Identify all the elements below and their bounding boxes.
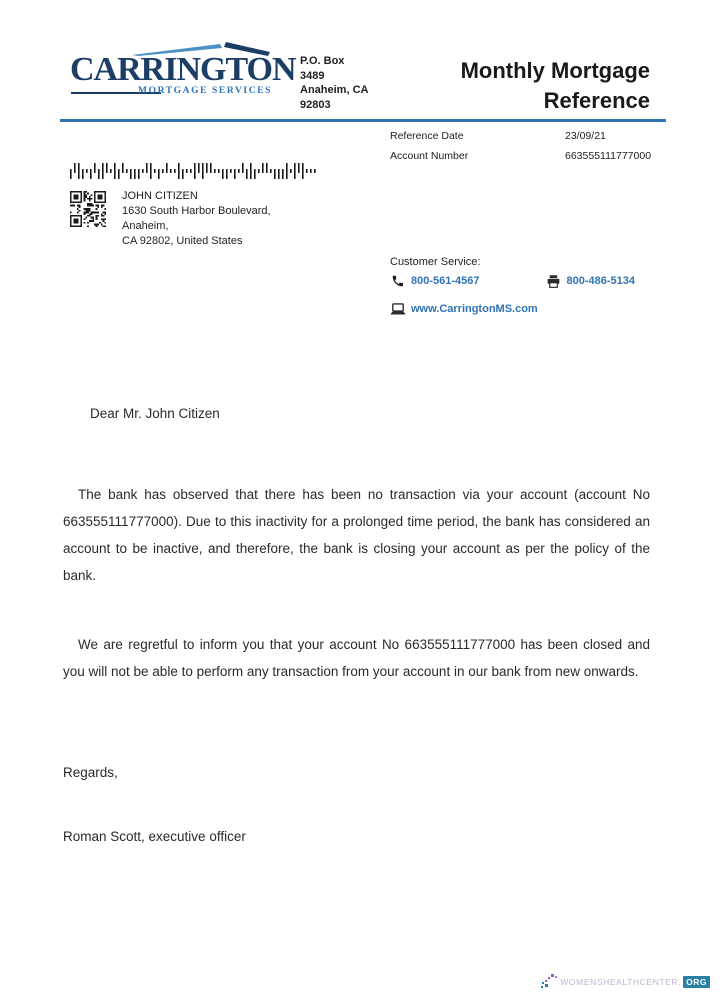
document-title: [461, 56, 650, 116]
customer-service-web-row: [390, 300, 680, 318]
closing: Regards,: [63, 765, 118, 780]
signature: Roman Scott, executive officer: [63, 829, 246, 844]
reference-date-row: [390, 130, 666, 142]
recipient-address: [122, 189, 271, 249]
watermark-org-badge: ORG: [683, 976, 710, 988]
customer-service-phone[interactable]: 800-561-4567: [411, 275, 480, 287]
account-number-row: [390, 150, 666, 162]
customer-service-block: [390, 256, 680, 318]
fax-item: [546, 273, 636, 289]
document-title-line1: Monthly Mortgage: [460, 58, 650, 83]
customer-service-website[interactable]: www.CarringtonMS.com: [411, 303, 538, 315]
customer-service-fax[interactable]: 800-486-5134: [566, 275, 636, 287]
phone-item: [390, 273, 480, 289]
po-box-line: 3489: [300, 69, 325, 82]
recipient-street: 1630 South Harbor Boulevard,: [122, 205, 271, 217]
account-number-label: Account Number: [390, 149, 469, 162]
customer-service-numbers-row: [390, 272, 680, 290]
po-box-line: P.O. Box: [300, 55, 345, 67]
reference-meta: [390, 130, 666, 169]
dots-swoosh-icon: [540, 973, 558, 991]
recipient-name: JOHN CITIZEN: [122, 190, 198, 202]
salutation: Dear Mr. John Citizen: [90, 406, 220, 421]
reference-date-value: 23/09/21: [565, 130, 606, 142]
customer-service-label: Customer Service:: [390, 256, 481, 268]
header-divider: [60, 119, 666, 122]
reference-date-label: Reference Date: [390, 130, 464, 142]
website-item: [390, 301, 538, 317]
qr-code: [70, 191, 106, 227]
laptop-icon: [390, 301, 406, 317]
phone-icon: [390, 273, 406, 289]
po-box-line: 92803: [300, 98, 331, 111]
logo-tagline: MORTGAGE SERVICES: [138, 86, 272, 96]
paragraph-account-inactive: The bank has observed that there has been no transaction via your account (account No 663555111777000). Due to this inactivity for a prolonged time period, the bank has considered an account to be inactive, and therefore, the bank is closing your account as per the policy of the bank.: [63, 487, 650, 583]
recipient-city: Anaheim,: [122, 220, 169, 232]
paragraph-account-closed: We are regretful to inform you that your account No 663555111777000 has been closed and you will not be able to perform any transaction from your account in our bank from new onwards.: [63, 637, 650, 679]
site-watermark: [540, 973, 710, 991]
sender-po-box: [300, 54, 368, 112]
watermark-site-text: WOMENSHEALTHCENTER.: [560, 977, 682, 987]
document-title-line2: Reference: [543, 88, 650, 113]
po-box-line: Anaheim, CA: [300, 84, 369, 96]
carrington-logo: [70, 42, 296, 106]
recipient-state-country: CA 92802, United States: [122, 235, 243, 247]
logo-wordmark: CARRINGTON: [70, 51, 296, 88]
account-number-value: 663555111777000: [565, 149, 652, 162]
intelligent-mail-barcode: [70, 163, 318, 179]
printer-icon: [546, 273, 562, 289]
